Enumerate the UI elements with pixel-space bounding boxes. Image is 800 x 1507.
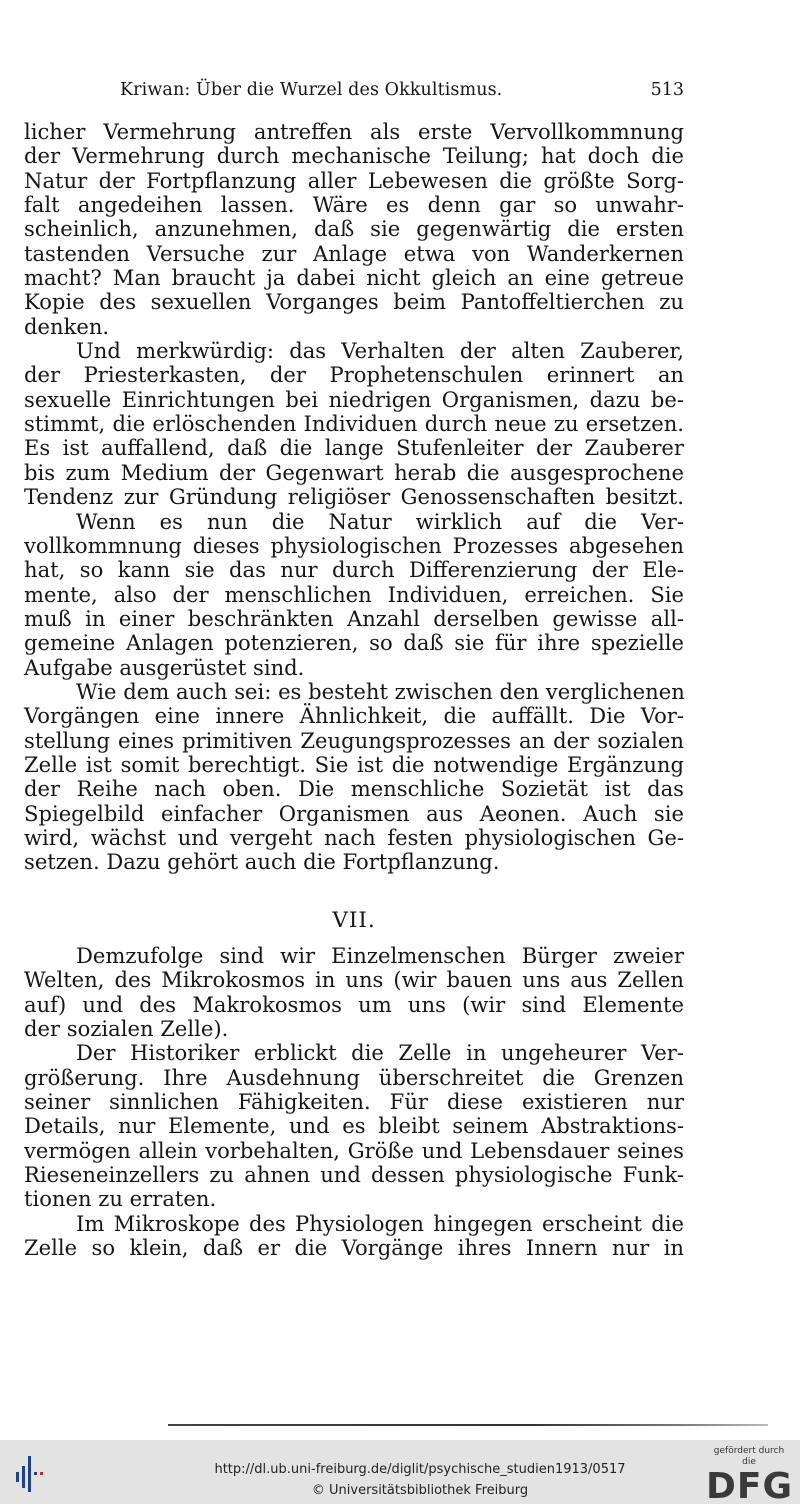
text-line: der Vermehrung durch mechanische Teilung; hat doch die	[24, 143, 684, 169]
text-line: tionen zu erraten.	[24, 1186, 217, 1212]
text-line: vermögen allein vorbehalten, Größe und Lebensdauer seines	[24, 1137, 684, 1163]
text-line: der Reihe nach oben. Die menschliche Sozietät ist das	[24, 776, 684, 802]
text-line: bis zum Medium der Gegenwart herab die ausgesprochene	[24, 459, 684, 485]
text-line: Kopie des sexuellen Vorganges beim Pantoffeltierchen zu	[24, 289, 684, 315]
text-line: hat, so kann sie das nur durch Differenzierung der Ele-	[24, 557, 684, 583]
text-line: Welten, des Mikrokosmos in uns (wir bauen uns aus Zellen	[24, 967, 684, 993]
dfg-logo	[706, 1446, 794, 1507]
text-line: stellung eines primitiven Zeugungsprozesses an der sozialen	[24, 727, 684, 753]
text-line: Aufgabe ausgerüstet sind.	[24, 654, 305, 680]
text-line: Vorgängen eine innere Ähnlichkeit, die auffällt. Die Vor-	[24, 703, 684, 729]
text-line: Zelle so klein, daß er die Vorgänge ihres Innern nur in	[24, 1235, 684, 1261]
permalink-url[interactable]: http://dl.ub.uni-freiburg.de/diglit/psychische_studien1913/0517	[214, 1462, 626, 1477]
text-line: wird, wächst und vergeht nach festen physiologischen Ge-	[24, 824, 684, 850]
text-line: der Priesterkasten, der Prophetenschulen erinnert an	[24, 362, 684, 388]
text-line: seiner sinnlichen Fähigkeiten. Für diese existieren nur	[24, 1089, 684, 1115]
viewer-footer	[0, 1440, 800, 1507]
text-line: Rieseneinzellers zu ahnen und dessen physiologische Funk-	[24, 1162, 684, 1188]
text-line: Zelle ist somit berechtigt. Sie ist die notwendige Ergänzung	[24, 751, 684, 777]
running-header	[24, 76, 684, 104]
page-number: 513	[650, 80, 684, 100]
text-line: Wie dem auch sei: es besteht zwischen den verglichenen	[76, 678, 685, 704]
text-line: Wenn es nun die Natur wirklich auf die Ver-	[76, 508, 684, 534]
text-line: scheinlich, anzunehmen, daß sie gegenwärtig die ersten	[24, 216, 684, 242]
section-heading: VII.	[332, 908, 376, 933]
text-line: stimmt, die erlöschenden Individuen durch neue zu ersetzen.	[24, 411, 684, 437]
text-line: falt angedeihen lassen. Wäre es denn gar so unwahr-	[24, 192, 684, 218]
text-line: muß in einer beschränkten Anzahl derselben gewisse all-	[24, 605, 684, 631]
body-text-top	[24, 120, 684, 875]
text-line: mente, also der menschlichen Individuen, erreichen. Sie	[24, 581, 684, 607]
text-line: denken.	[24, 313, 110, 339]
text-line: Tendenz zur Gründung religiöser Genossenschaften besitzt.	[24, 484, 684, 510]
copyright-notice: © Universitätsbibliothek Freiburg	[311, 1483, 529, 1498]
text-line: Es ist auffallend, daß die lange Stufenleiter der Zauberer	[24, 435, 684, 461]
dfg-funding-text: gefördert durch die	[713, 1446, 785, 1467]
bottom-rule	[168, 1424, 768, 1426]
body-text-bottom	[24, 944, 684, 1260]
text-line: licher Vermehrung antreffen als erste Vervollkommnung	[24, 119, 684, 144]
text-line: Demzufolge sind wir Einzelmenschen Bürger zweier	[76, 943, 684, 968]
text-line: Der Historiker erblickt die Zelle in ungeheurer Ver-	[76, 1040, 684, 1066]
text-line: vollkommnung dieses physiologischen Prozesses abgesehen	[24, 532, 684, 558]
dfg-logo-text: DFG	[706, 1466, 794, 1507]
text-line: sexuelle Einrichtungen bei niedrigen Organismen, dazu be-	[24, 386, 684, 412]
text-line: Spiegelbild einfacher Organismen aus Aeonen. Auch sie	[24, 800, 684, 826]
text-line: setzen. Dazu gehört auch die Fortpflanzung.	[24, 849, 500, 875]
text-line: der sozialen Zelle).	[24, 1016, 229, 1042]
text-line: tastenden Versuche zur Anlage etwa von Wanderkernen	[24, 240, 684, 266]
text-line: Im Mikroskope des Physiologen hingegen erscheint die	[76, 1210, 684, 1236]
text-line: macht? Man braucht ja dabei nicht gleich an eine getreue	[24, 265, 684, 291]
text-line: Und merkwürdig: das Verhalten der alten Zauberer,	[76, 338, 684, 364]
text-line: Natur der Fortpflanzung aller Lebewesen die größte Sorg-	[24, 167, 684, 193]
text-line: auf) und des Makrokosmos um uns (wir sind Elemente	[24, 991, 684, 1017]
running-title: Kriwan: Über die Wurzel des Okkultismus.	[120, 80, 503, 100]
text-line: Details, nur Elemente, und es bleibt seinem Abstraktions-	[24, 1113, 684, 1139]
text-line: gemeine Anlagen potenzieren, so daß sie für ihre spezielle	[24, 630, 684, 656]
text-line: größerung. Ihre Ausdehnung überschreitet die Grenzen	[24, 1064, 684, 1090]
